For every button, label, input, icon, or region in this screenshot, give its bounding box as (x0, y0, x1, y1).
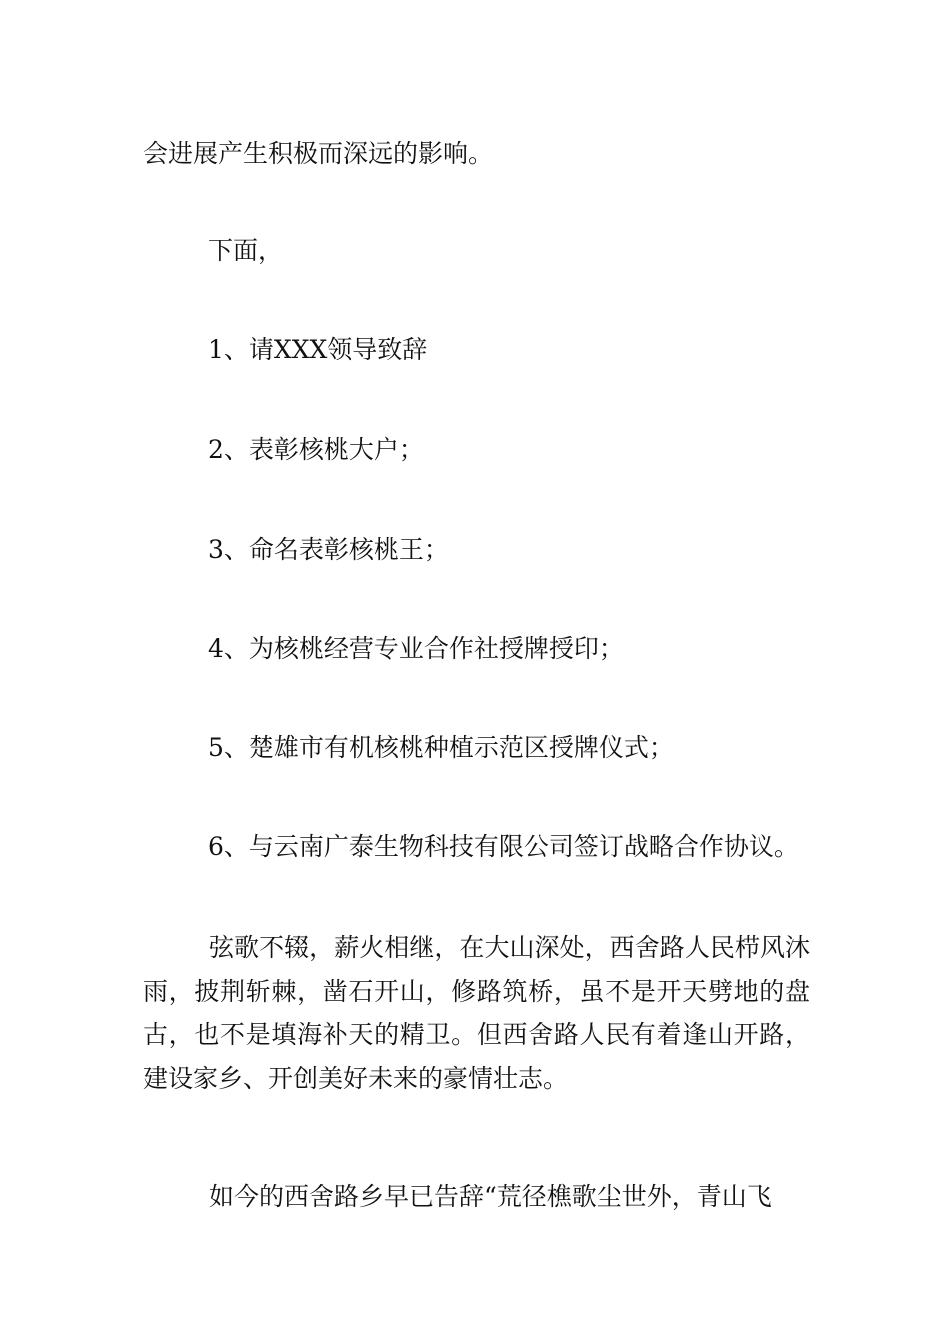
text-line: 会进展产生积极而深远的影响。 (143, 139, 494, 168)
list-item: 1、请XXX领导致辞 (208, 335, 428, 364)
text-line: 下面， (208, 236, 284, 265)
list-item: 2、表彰核桃大户； (208, 435, 424, 464)
list-item: 5、楚雄市有机核桃种植示范区授牌仪式； (208, 733, 674, 762)
paragraph: 如今的西舍路乡早已告辞“荒径樵歌尘世外，青山飞 (209, 1182, 772, 1211)
paragraph: 弦歌不辍，薪火相继，在大山深处，西舍路人民栉风沐雨，披荆斩棘，凿石开山，修路筑桥，虽不是开天劈地的盘古，也不是填海补天的精卫。但西舍路人民有着逢山开路，建设家乡、开创美好未来的豪情壮志。 (143, 933, 810, 1093)
list-item: 3、命名表彰核桃王； (208, 535, 449, 564)
list-item: 4、为核桃经营专业合作社授牌授印； (208, 634, 624, 663)
list-item: 6、与云南广泰生物科技有限公司签订战略合作协议。 (208, 832, 799, 861)
